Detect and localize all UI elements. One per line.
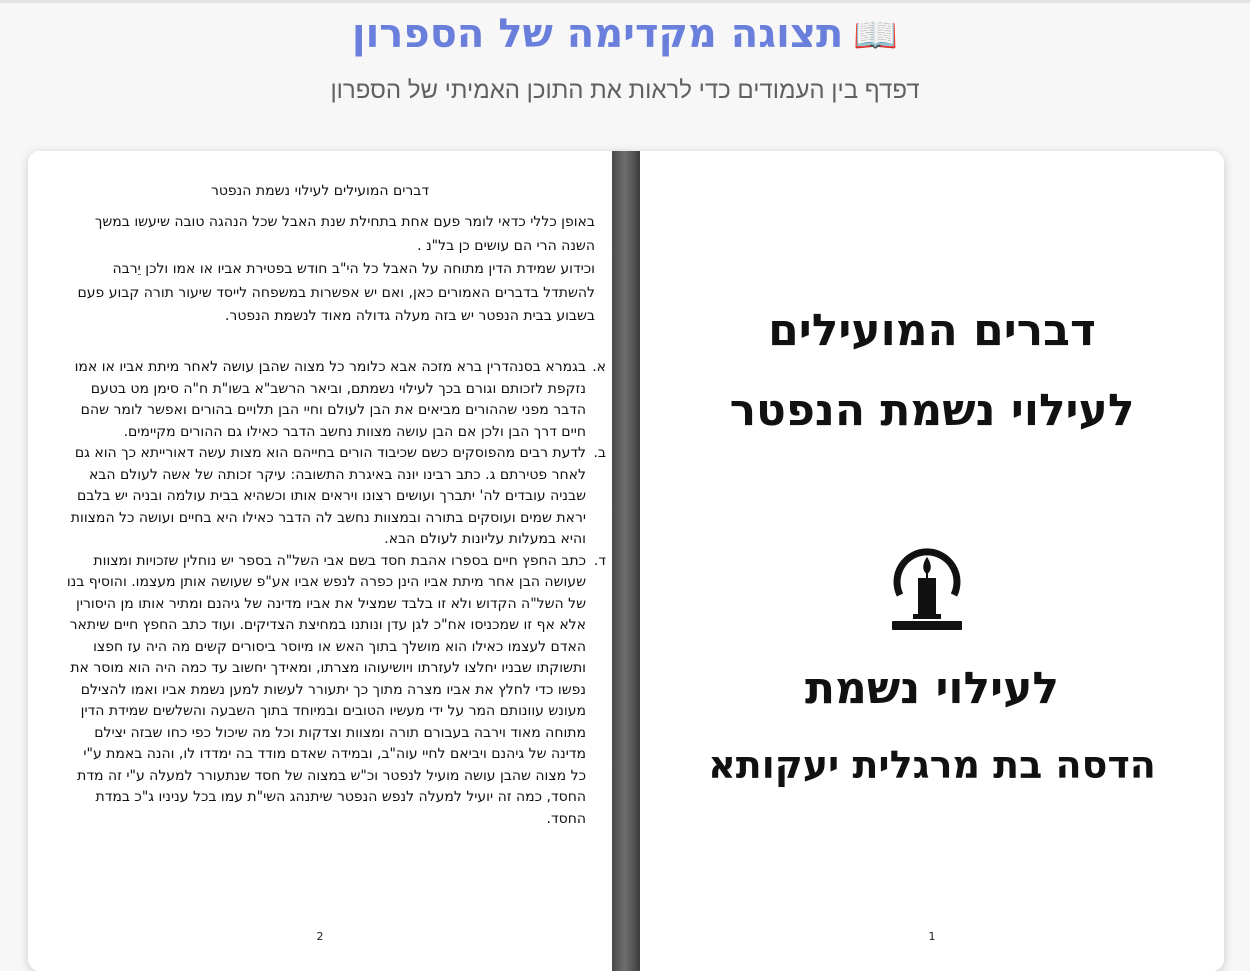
list-item-text: כתב החפץ חיים בספרו אהבת חסד בשם אבי השל"ה בספר יש נוחלין שזכויות ומצוות שעושה הבן אחר מיתת אביו הינן כפרה לנפש אביו אע"פ שעושה אותן מעצמו. והוסיף בנו של השל"ה הקדוש ולא זו בלבד שמציל את אביו מדינה של גיהנם ומתיר אותו מן היסורין אלא אף זו שמכניסו אח"כ לגן עדן ונותנו במחיצת הצדיקים. ועוד כתב החפץ חיים שיתאר האדם לעצמו כאילו הוא מושלך בתוך האש או מיוסר ביסורים קשים מה היה עז חפצו ותשוקתו שבניו יחלצו לעזרתו ויושיעוהו מצרתו, ומאידך יחשוב עד כמה היה הוא מוסר את נפשו כדי לחלץ את אביו מצרה מתוך כך יתעורר לעשות למען נשמת אביו ואמו להצילם מעונש עוונותם המר על ידי מעשיו הטובים ובמיוחד בתוך השבעה והשלשים שמידת הדין מתוחה מאוד וירבה בעבורם תורה ומצוות וצדקות וכל מה שיכול כפי כחו שבזה יצילם מדינה של גיהנם ויביאם לחיי עוה"ב, ובמידה שאדם מודד בה ימדדו לו, והנה באמת ע"י כל מצוה שהבן עושה מועיל לנפטר וכ"ש במצוה של חסד שנתעורר למעלה ע"י זה מדת החסד, כמה זה יועיל למעלה לנפש הנפטר שיתנהג השי"ת עמו בכל עניניו ג"כ במדת החסד. — [66, 552, 586, 827]
cover-title — [640, 291, 1224, 451]
page-number: 2 — [316, 930, 324, 943]
intro-text — [75, 211, 595, 329]
list-item-text: לדעת רבים מהפוסקים כשם שכיבוד הורים בחייהם הוא מצות עשה דאורייתא כך הוא גם לאחר פטירתם ג. כתב רבינו יונה באיגרת התשובה: עיקר זכותה של אשה לעולם הבא שבניה עובדים לה' יתברך ועושים רצונו ויראים אותו וכשהיא בבית עולמה ובניה יש בלבם יראת שמים ועוסקים בתורה ובמצוות נחשב לה הדבר כאילו היא בחיים ועושה כל המצוות והיא במעלות עליונות לעולם הבא. — [70, 445, 586, 547]
list-marker: א. — [592, 359, 606, 375]
list-marker: ד. — [593, 552, 606, 569]
list-item-text: בגמרא בסנהדרין ברא מזכה אבא כלומר כל מצוה שהבן עושה לאחר מיתת אביו או אמו נזקפת לזכותם וגורם בכך לעילוי נשמתם, וביאר הרשב"א בשו"ת ח"ה סימן מט בטעם הדבר מפני שההורים מביאים את הבן לעולם וחיי הבן תלויים בהורים ואפשר לומר שהם חיים דרך הבן ולכן אם הבן עושה מצוות נחשב הדבר כאילו גם ההורים מקיימים. — [74, 359, 586, 440]
memorial-candle-icon — [882, 533, 972, 633]
booklet-page-1[interactable] — [640, 151, 1224, 971]
open-book-icon: 📖 — [853, 15, 899, 56]
page-number: 1 — [928, 930, 936, 943]
preview-header — [0, 8, 1250, 106]
booklet-page-2[interactable] — [28, 151, 612, 971]
page-title — [0, 8, 1250, 62]
page-subtitle: דפדף בין העמודים כדי לראות את התוכן האמיתי של הספרון — [330, 77, 920, 104]
points-list — [66, 357, 606, 830]
page-title-text: תצוגה מקדימה של הספרון — [351, 11, 844, 57]
intro-paragraph: באופן כללי כדאי לומר פעם אחת בתחילת שנת האבל שכל הנהגה טובה שיעשו במשך השנה הרי הם עושים כן בל"נ . — [94, 214, 595, 254]
list-marker: ב. — [593, 445, 606, 461]
list-item — [66, 357, 606, 443]
cover-title-line: לעילוי נשמת הנפטר — [729, 385, 1135, 436]
book-spine — [612, 151, 640, 971]
deceased-name: הדסה בת מרגלית יעקותא — [708, 743, 1156, 787]
top-border — [0, 0, 1250, 3]
memory-label: לעילוי נשמת — [804, 663, 1060, 714]
booklet-spread[interactable] — [28, 151, 1224, 971]
cover-title-line: דברים המועילים — [768, 305, 1096, 356]
running-head: דברים המועילים לעילוי נשמת הנפטר — [210, 183, 430, 199]
intro-paragraph: וכידוע שמידת הדין מתוחה על האבל כל הי"ב חודש בפטירת אביו או אמו ולכן יֵרבה להשתדל בדברים האמורים כאן, ואם יש אפשרות במשפחה לייסד שיעור תורה קבוע פעם בשבוע בבית הנפטר יש בזה מעלה גדולה מאוד לנשמת הנפטר. — [77, 261, 595, 324]
list-item — [66, 551, 606, 831]
list-item — [66, 443, 606, 551]
